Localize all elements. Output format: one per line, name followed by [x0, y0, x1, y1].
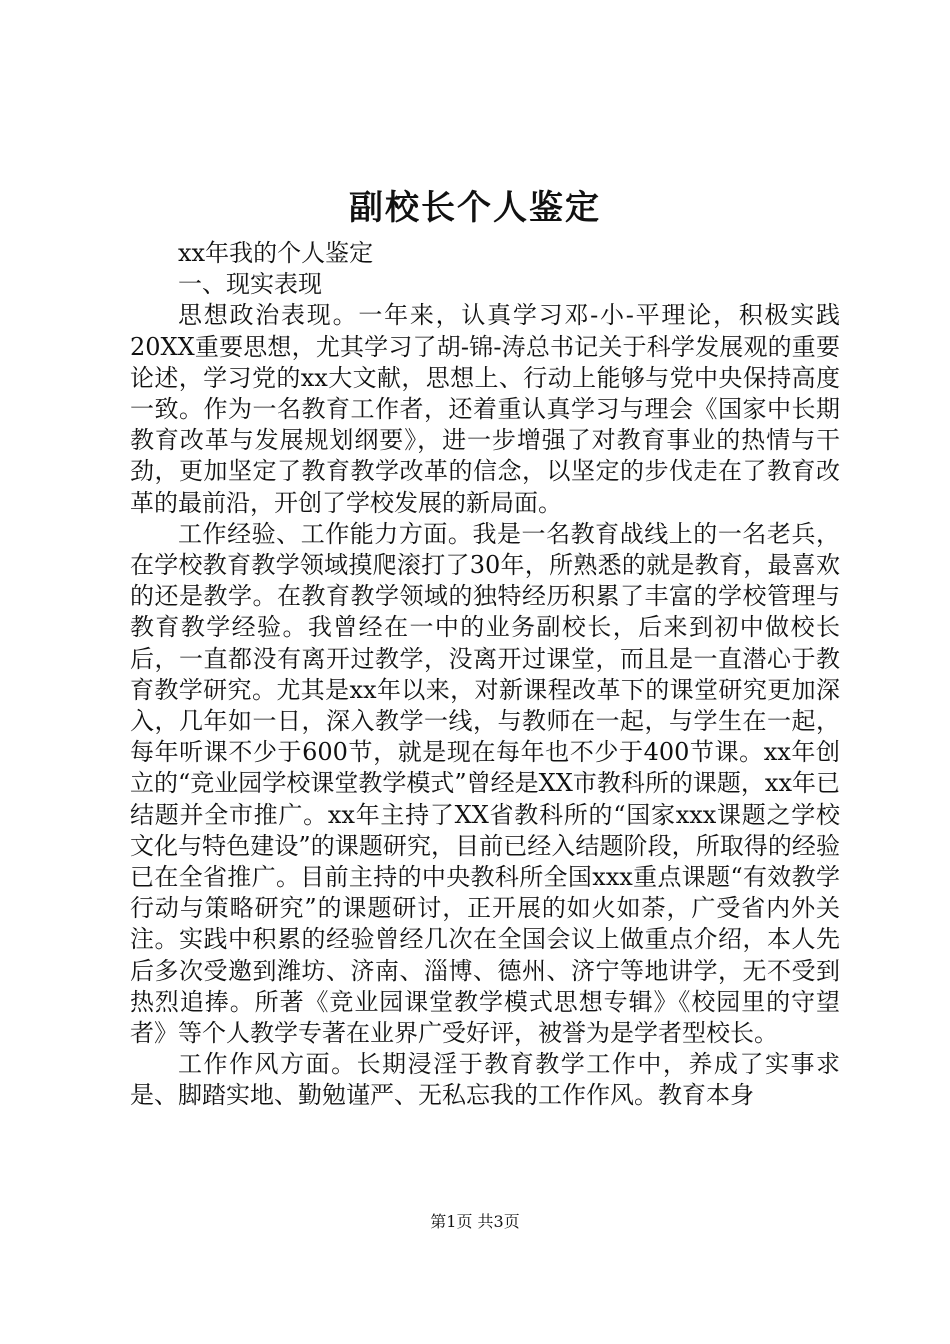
page-footer: 第1页 共3页 [430, 1212, 520, 1231]
paragraph-heading-year: xx年我的个人鉴定 [178, 239, 374, 267]
paragraph-experience: 工作经验、工作能力方面。我是一名教育战线上的一名老兵，在学校教育教学领域摸爬滚打了30年，所熟悉的就是教育，最喜欢的还是教学。在教育教学领域的独特经历积累了丰富的学校管理与教育教学经验。我曾经在一中的业务副校长，后来到初中做校长后，一直都没有离开过教学，没离开过课堂，而且是一直潜心于教育教学研究。尤其是xx年以来，对新课程改革下的课堂研究更加深入，几年如一日，深入教学一线，与教师在一起，与学生在一起，每年听课不少于600节，就是现在每年也不少于400节课。xx年创立的“竞业园学校课堂教学模式”曾经是XX市教科所的课题，xx年已结题并全市推广。xx年主持了XX省教科所的“国家xxx课题之学校文化与特色建设”的课题研究，目前已经入结题阶段，所取得的经验已在全省推广。目前主持的中央教科所全国xxx重点课题“有效教学行动与策略研究”的课题研讨，正开展的如火如荼，广受省内外关注。实践中积累的经验曾经几次在全国会议上做重点介绍，本人先后多次受邀到潍坊、济南、淄博、德州、济宁等地讲学，无不受到热烈追捧。所著《竞业园课堂教学模式思想专辑》《校园里的守望者》等个人教学专著在业界广受好评，被誉为是学者型校长。 [130, 519, 840, 1048]
paragraph-section-heading: 一、现实表现 [178, 270, 322, 299]
document-title: 副校长个人鉴定 [349, 188, 601, 228]
paragraph-political: 思想政治表现。一年来，认真学习邓-小-平理论，积极实践20XX重要思想，尤其学习了胡-锦-涛总书记关于科学发展观的重要论述，学习党的xx大文献，思想上、行动上能够与党中央保持高度一致。作为一名教育工作者，还着重认真学习与理会《国家中长期教育改革与发展规划纲要》，进一步增强了对教育事业的热情与干劲，更加坚定了教育教学改革的信念，以坚定的步伐走在了教育改革的最前沿，开创了学校发展的新局面。 [130, 301, 840, 517]
paragraph-work-style: 工作作风方面。长期浸淫于教育教学工作中，养成了实事求是、脚踏实地、勤勉谨严、无私忘我的工作作风。教育本身 [130, 1050, 840, 1110]
document-body [130, 238, 840, 1112]
